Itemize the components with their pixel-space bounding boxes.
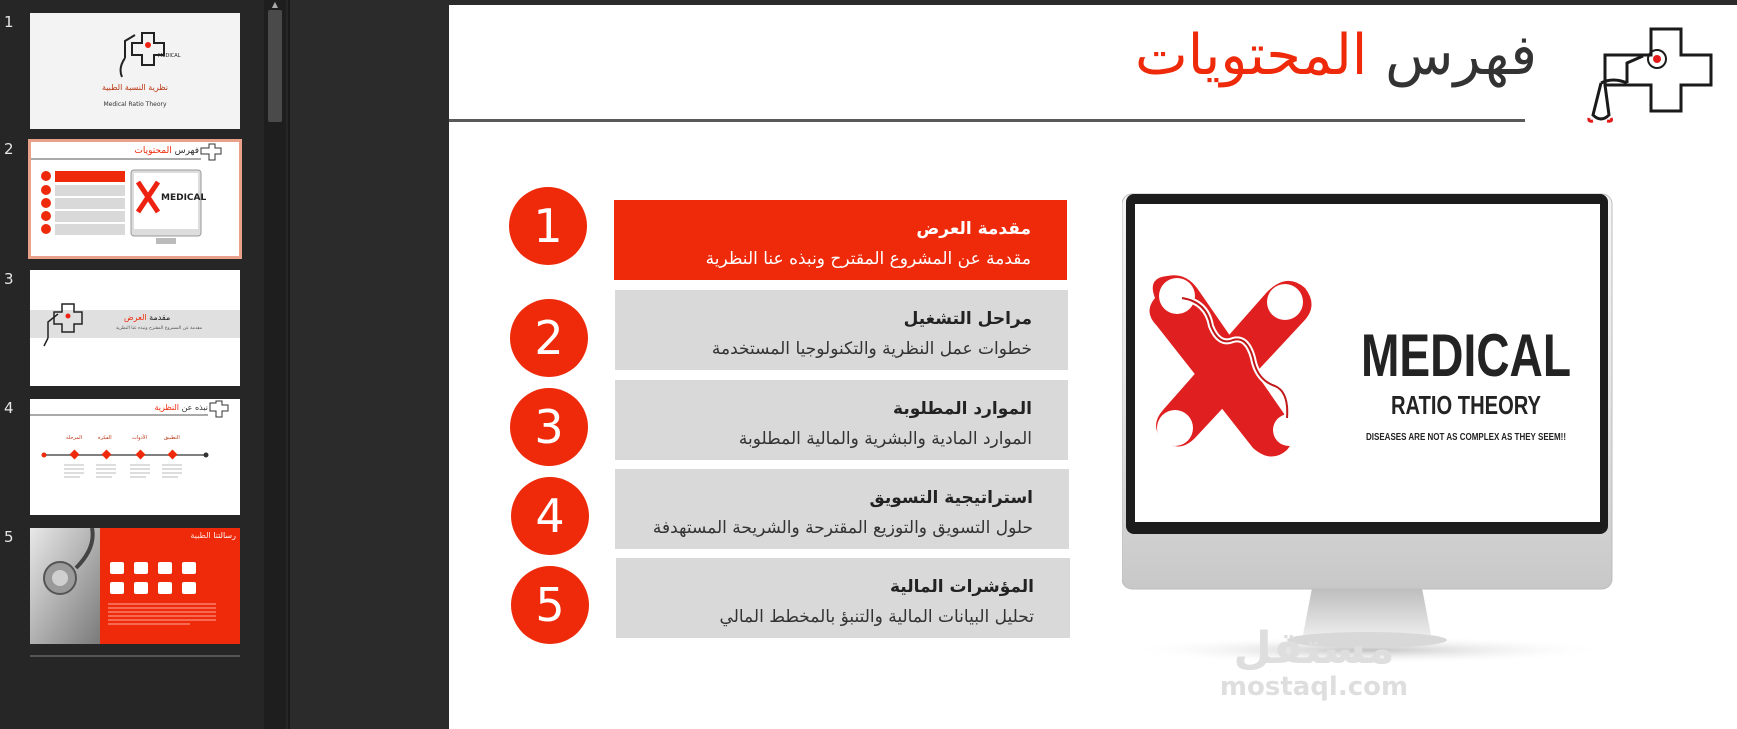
title-underline	[449, 119, 1525, 122]
mostaql-watermark	[1214, 625, 1414, 701]
thumbnail-photo-collage	[30, 528, 240, 644]
thumbnail-subtitle: مقدمة عن المشروع المقترح ونبذه عنا النظرية	[116, 326, 203, 331]
toc-item-4[interactable]	[615, 469, 1069, 549]
timeline-label: التطبيق	[164, 435, 180, 441]
slide-thumbnail-5[interactable]	[0, 528, 262, 648]
item-title: مراحل التشغيل	[903, 309, 1032, 329]
slide-thumbnail-4[interactable]	[0, 399, 262, 519]
thumbnail-title: نبذه عن النظرية	[154, 403, 208, 412]
thumbnail-title: مقدمة العرض	[124, 313, 171, 322]
scrollbar-thumb[interactable]	[268, 10, 282, 122]
panel-divider[interactable]	[288, 0, 290, 729]
slide-number: 5	[4, 528, 14, 546]
thumbnail-image[interactable]	[30, 399, 240, 515]
slide-number: 1	[4, 13, 14, 31]
thumbnail-timeline	[30, 399, 240, 515]
item-number-circle: 5	[511, 566, 589, 644]
thumbnail-image[interactable]	[30, 13, 240, 129]
thumbnail-content	[31, 142, 239, 256]
slide-number: 3	[4, 270, 14, 288]
item-number-circle: 3	[510, 388, 588, 466]
timeline-label: المرحلة	[66, 435, 82, 441]
thumbnail-title: نظرية النسبة الطبية	[101, 83, 169, 92]
logo-subtitle: RATIO THEORY	[1391, 390, 1541, 420]
item-title: المؤشرات المالية	[889, 577, 1034, 597]
logo-title: MEDICAL	[1361, 322, 1571, 389]
thumbnail-image[interactable]	[30, 528, 240, 644]
svg-text:MEDICAL: MEDICAL	[161, 193, 207, 203]
watermark-arabic: مستقل	[1233, 623, 1395, 674]
watermark-latin: mostaql.com	[1219, 672, 1409, 702]
item-description: مقدمة عن المشروع المقترح ونبذه عنا النظرية	[705, 249, 1031, 269]
toc-item-3[interactable]	[615, 380, 1068, 460]
timeline-label: الأدوات	[132, 435, 147, 441]
thumbnail-image[interactable]	[28, 139, 242, 259]
scroll-up-arrow-icon[interactable]: ▲	[271, 0, 279, 9]
toc-item-2[interactable]	[615, 290, 1068, 370]
slide-canvas[interactable]	[449, 5, 1737, 729]
item-description: تحليل البيانات المالية والتنبؤ بالمخطط المالي	[719, 607, 1034, 627]
timeline-label: الفكرة	[98, 435, 112, 441]
slide-title-main: فهرس	[1385, 23, 1537, 88]
slide-number: 4	[4, 399, 14, 417]
thumbnail-image[interactable]	[30, 270, 240, 386]
svg-text:MEDICAL: MEDICAL	[158, 53, 181, 59]
slide-title	[1135, 23, 1537, 88]
item-number-circle: 4	[511, 477, 589, 555]
slide-thumbnail-1[interactable]	[0, 13, 262, 133]
toc-item-1[interactable]	[614, 200, 1067, 280]
item-title: مقدمة العرض	[916, 219, 1031, 239]
thumbnail-title: رسالتنا الطبية	[190, 531, 236, 540]
item-title: استراتيجية التسويق	[869, 488, 1033, 508]
slide-thumbnail-panel	[0, 0, 290, 729]
item-number-circle: 1	[509, 187, 587, 265]
slide-number: 2	[4, 140, 14, 158]
thumbnail-scrollbar[interactable]	[264, 0, 286, 729]
slide-title-accent: المحتويات	[1135, 23, 1368, 88]
slide-thumbnail-3[interactable]	[0, 270, 262, 390]
item-title: الموارد المطلوبة	[893, 399, 1032, 419]
stethoscope-cross-logo-icon	[1571, 23, 1731, 133]
thumbnail-title: فهرس المحتويات	[134, 146, 199, 156]
stethoscope-logo-icon	[40, 300, 100, 350]
item-description: الموارد المادية والبشرية والمالية المطلوبة	[738, 429, 1032, 449]
logo-tagline: DISEASES ARE NOT AS COMPLEX AS THEY SEEM!!	[1366, 432, 1566, 443]
toc-item-5[interactable]	[616, 558, 1070, 638]
thumbnail-subtitle: Medical Ratio Theory	[103, 101, 167, 108]
item-number-circle: 2	[510, 299, 588, 377]
item-description: خطوات عمل النظرية والتكنولوجيا المستخدمة	[711, 339, 1032, 359]
item-description: حلول التسويق والتوزيع المقترحة والشريحة المستهدفة	[652, 518, 1033, 538]
stethoscope-logo-icon	[30, 13, 240, 129]
monitor-mockup-image	[1122, 188, 1622, 668]
slide-thumbnail-2[interactable]	[0, 139, 262, 259]
